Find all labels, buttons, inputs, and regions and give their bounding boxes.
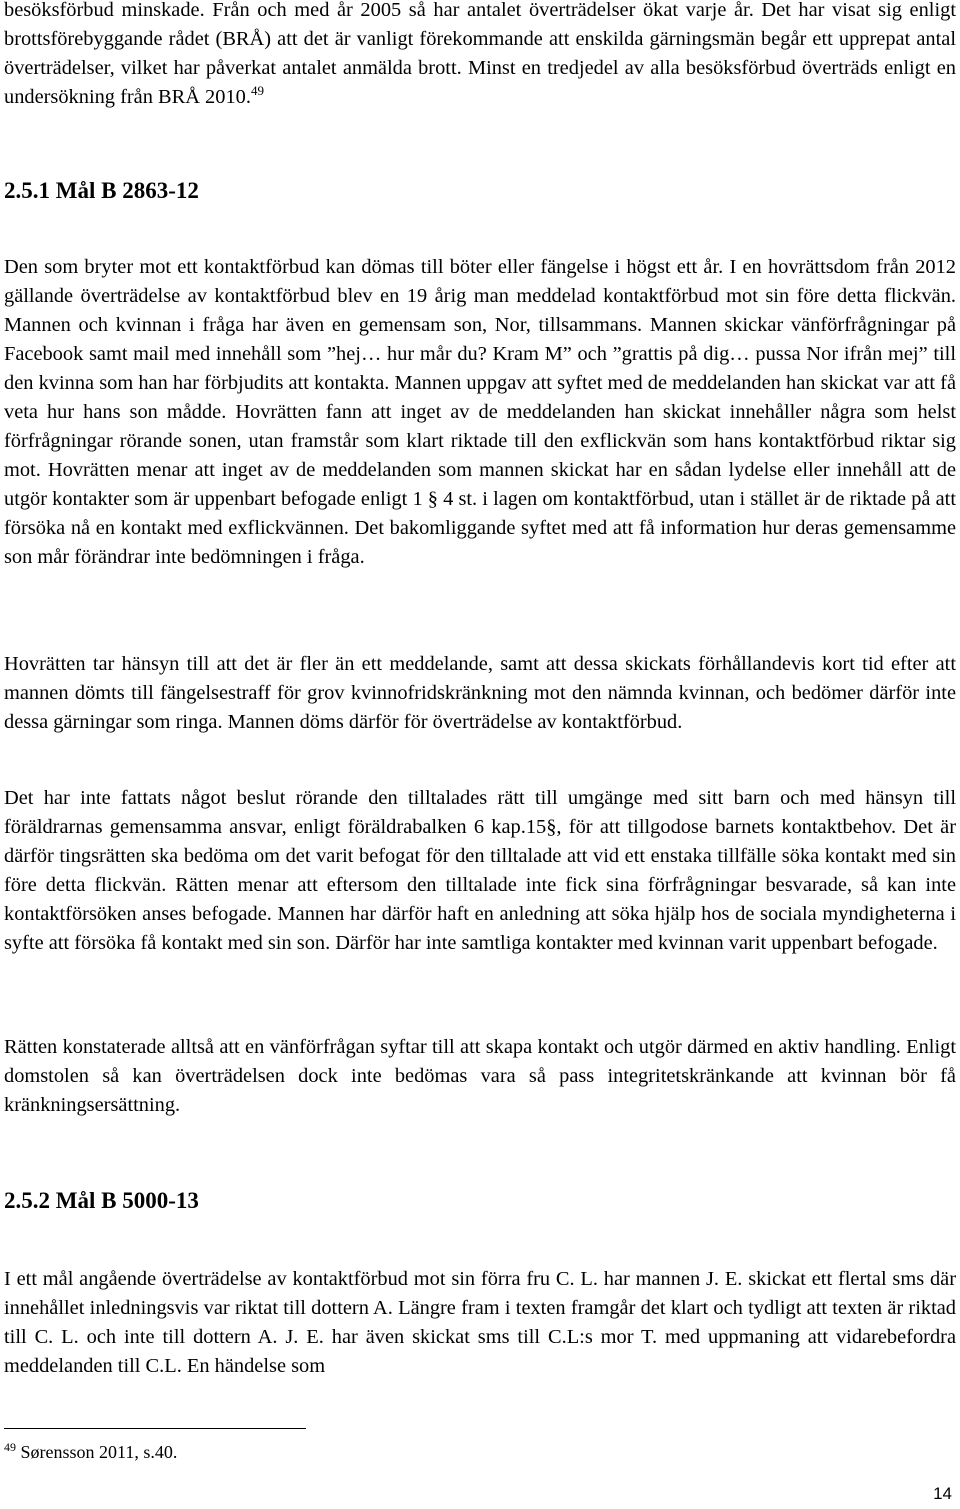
footnote-number: 49 (4, 1440, 16, 1454)
paragraph-court-assessment: Hovrätten tar hänsyn till att det är fler än ett meddelande, samt att dessa skickats förhållandevis kort tid efter att mannen dömts till fängelsestraff för grov kvinnofridskränkning mot den nämnda kvinnan, och bedömer därför inte dessa gärningar som ringa. Mannen döms därför för överträdelse av kontaktförbud. (4, 653, 956, 733)
paragraph-case-b5000: I ett mål angående överträdelse av kontaktförbud mot sin förra fru C. L. har mannen J. E. skickat ett flertal sms där innehållet inledningsvis var riktat till dottern A. Längre fram i texten framgår det klart och tydligt att texten är riktad till C. L. och inte till dottern A. J. E. har även skickat sms till C.L:s mor T. med uppmaning att vidarebefordra meddelanden till C.L. En händelse som (4, 1268, 956, 1377)
section-heading-2-5-2: 2.5.2 Mål B 5000-13 (4, 1188, 199, 1213)
intro-paragraph (4, 0, 956, 112)
page-number: 14 (933, 1484, 952, 1503)
footnote-reference[interactable]: 49 (250, 83, 264, 99)
footnote (4, 1440, 177, 1464)
paragraph-conclusion: Rätten konstaterade alltså att en vänförfrågan syftar till att skapa kontakt och utgör därmed en aktiv handling. Enligt domstolen så kan överträdelsen dock inte bedömas vara så pass integritetskränkande att kvinnan bör få kränkningsersättning. (4, 1036, 956, 1116)
footnote-text: Sørensson 2011, s.40. (20, 1442, 178, 1462)
paragraph-custody-consideration: Det har inte fattats något beslut rörande den tilltalades rätt till umgänge med sitt barn och med hänsyn till föräldrarnas gemensamma ansvar, enligt föräldrabalken 6 kap.15§, för att tillgodose barnets kontaktbehov. Det är därför tingsrätten ska bedöma om det varit befogat för den tilltalade att vid ett enstaka tillfälle söka kontakt med sin före detta flickvän. Rätten menar att eftersom den tilltalade inte fick sina förfrågningar besvarade, så kan inte kontaktförsöken anses befogade. Mannen har därför haft en anledning att söka hjälp hos de sociala myndigheterna i syfte att försöka få kontakt med sin son. Därför har inte samtliga kontakter med kvinnan varit uppenbart befogade. (4, 787, 956, 954)
paragraph-case-summary: Den som bryter mot ett kontaktförbud kan dömas till böter eller fängelse i högst ett år. I en hovrättsdom från 2012 gällande överträdelse av kontaktförbud blev en 19 årig man meddelad kontaktförbud mot sin före detta flickvän. Mannen och kvinnan i fråga har även en gemensam son, Nor, tillsammans. Mannen skickar vänförfrågningar på Facebook samt mail med innehåll som ”hej… hur mår du? Kram M” och ”grattis på dig… pussa Nor ifrån mej” till den kvinna som han har förbjudits att kontakta. Mannen uppgav att syftet med de meddelanden han skickat var att få veta hur hans son mådde. Hovrätten fann att inget av de meddelanden han skickat innehåller några som helst förfrågningar rörande sonen, utan framstår som klart riktade till den exflickvän som hans kontaktförbud riktar sig mot. Hovrätten menar att inget av de meddelanden som mannen skickat har en sådan lydelse eller innehåll att de utgör kontakter som är uppenbart befogade enligt 1 § 4 st. i lagen om kontaktförbud, utan i stället är de riktade på att försöka nå en kontakt med exflickvännen. Det bakomliggande syftet med att få information hur deras gemensamme son mår förändrar inte bedömningen i fråga. (4, 256, 956, 568)
footnote-divider (4, 1428, 306, 1429)
section-heading-2-5-1: 2.5.1 Mål B 2863-12 (4, 178, 199, 203)
intro-text: besöksförbud minskade. Från och med år 2005 så har antalet överträdelser ökat varje år. Det har visat sig enligt brottsförebyggande rådet (BRÅ) att det är vanligt förekommande att enskilda gärningsmän begår ett upprepat antal överträdelser, vilket har påverkat antalet anmälda brott. Minst en tredjedel av alla besöksförbud överträds enligt en undersökning från BRÅ 2010. (4, 0, 956, 108)
